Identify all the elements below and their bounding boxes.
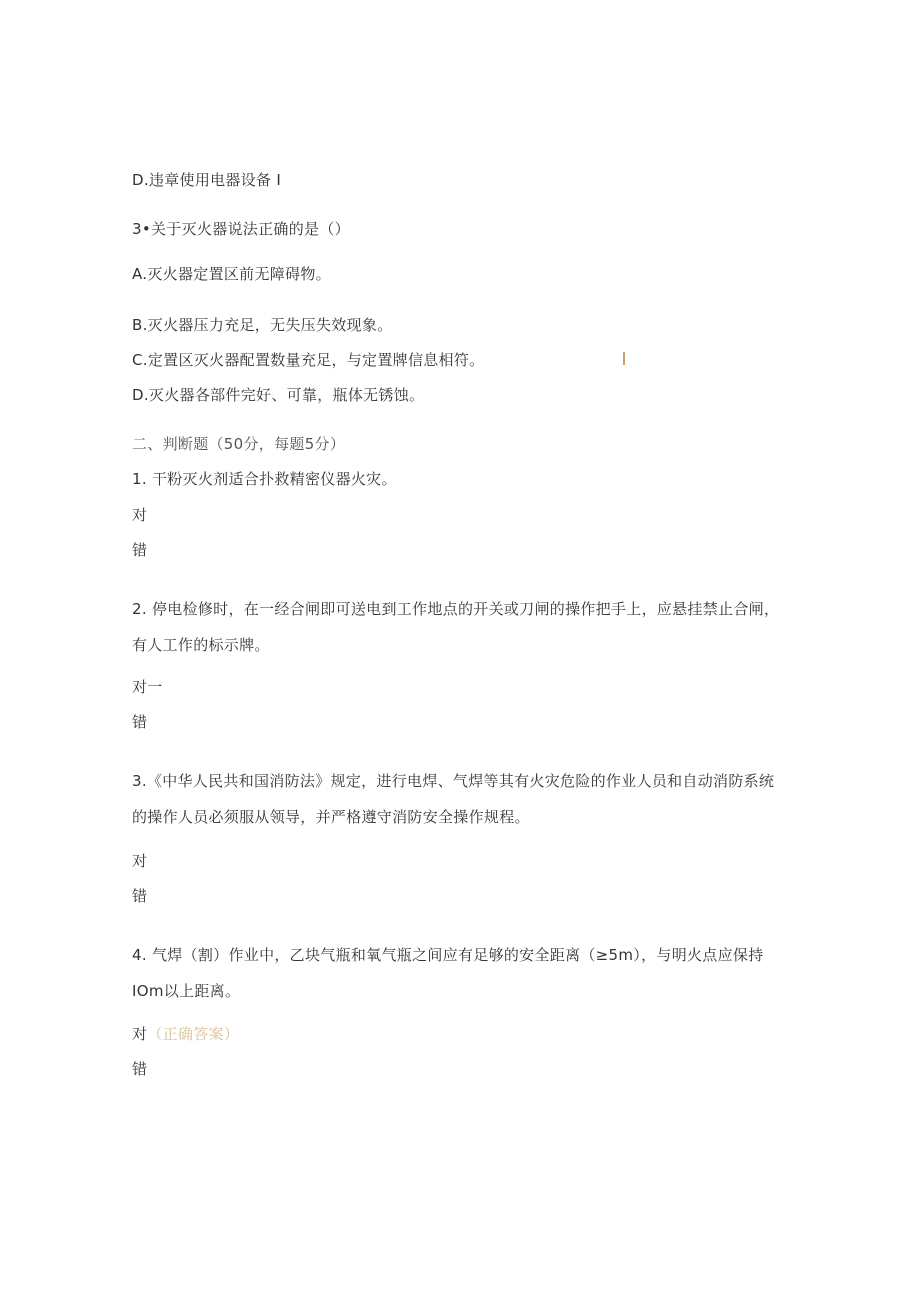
q3-option-a: A.灭火器定置区前无障碍物。 <box>132 265 331 283</box>
tf-question-3: 3.《中华人民共和国消防法》规定，进行电焊、气焊等其有火灾危险的作业人员和自动消防系统的操作人员必须服从领导，并严格遵守消防安全操作规程。 <box>132 772 775 826</box>
tf-q1-true-option[interactable]: 对 <box>132 506 148 524</box>
q3-option-d: D.灭火器各部件完好、可靠，瓶体无锈蚀。 <box>132 386 425 404</box>
q2-option-d: D.违章使用电器设备 I <box>132 171 282 189</box>
tf-q3-true-option[interactable]: 对 <box>132 852 148 870</box>
correct-answer-tag: （正确答案） <box>147 1025 240 1043</box>
text-cursor-mark <box>623 352 625 365</box>
tf-q4-true-option[interactable] <box>132 1024 239 1044</box>
tf-q1-false-option[interactable]: 错 <box>132 541 148 559</box>
tf-q4-false-option[interactable]: 错 <box>132 1060 148 1078</box>
tf-question-2: 2. 停电检修时，在一经合闸即可送电到工作地点的开关或刀闸的操作把手上，应悬挂禁止合闸，有人工作的标示牌。 <box>132 600 780 654</box>
q3-option-c: C.定置区灭火器配置数量充足，与定置牌信息相符。 <box>132 351 485 369</box>
tf-q4-true-label: 对 <box>132 1025 148 1043</box>
q3-stem: 3•关于灭火器说法正确的是（） <box>132 220 350 238</box>
section-title: 二、判断题（50分，每题5分） <box>132 435 346 453</box>
tf-question-4: 4. 气焊（割）作业中，乙块气瓶和氧气瓶之间应有足够的安全距离（≥5m），与明火点应保持IOm以上距离。 <box>132 946 764 1000</box>
tf-q2-true-option[interactable]: 对一 <box>132 678 163 696</box>
q3-option-b: B.灭火器压力充足，无失压失效现象。 <box>132 316 393 334</box>
tf-question-1: 1. 干粉灭火剂适合扑救精密仪器火灾。 <box>132 470 397 488</box>
tf-q2-false-option[interactable]: 错 <box>132 713 148 731</box>
tf-q3-false-option[interactable]: 错 <box>132 887 148 905</box>
